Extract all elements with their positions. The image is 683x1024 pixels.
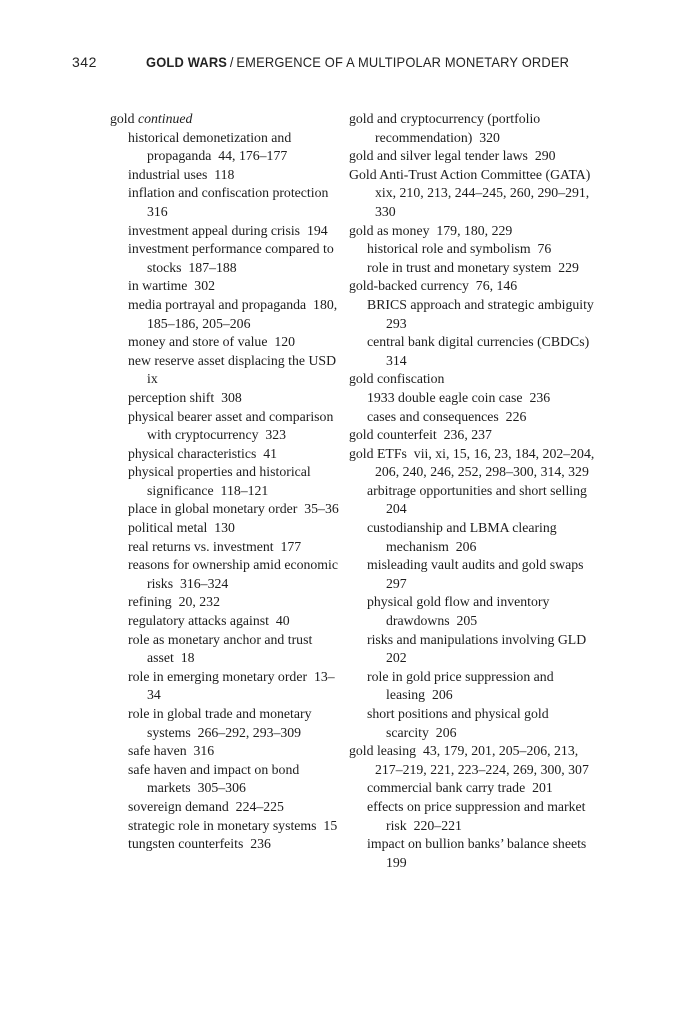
index-entry	[128, 612, 346, 631]
index-entry-term: cases and consequences	[367, 408, 499, 424]
index-entry-term: new reserve asset displacing the USD	[128, 352, 337, 368]
index-entry-term: inflation and confiscation protection	[128, 185, 329, 201]
index-entry-pages: 76	[530, 241, 552, 257]
index-entry	[367, 519, 601, 556]
index-entry	[349, 277, 601, 296]
index-entry-pages: 199	[386, 836, 594, 870]
index-entry-pages: 180, 185–186, 205–206	[147, 296, 338, 331]
index-entry-pages: 236, 237	[436, 427, 492, 443]
index-entry-term: gold counterfeit	[349, 427, 437, 443]
index-entry-term: role in trust and monetary system	[367, 259, 552, 275]
index-entry	[367, 259, 601, 278]
index-entry	[367, 631, 601, 668]
index-entry-term: short positions and physical gold scarcity	[367, 706, 549, 740]
index-entry	[367, 779, 601, 798]
index-entry-term: gold and silver legal tender laws	[349, 148, 528, 164]
index-entry-pages: 308	[214, 389, 242, 405]
index-entry	[128, 593, 346, 612]
index-entry-term: historical role and symbolism	[367, 241, 531, 257]
index-entry	[128, 166, 346, 185]
index-entry-pages: 205	[449, 613, 478, 629]
chapter-title: EMERGENCE OF A MULTIPOLAR MONETARY ORDER	[236, 54, 570, 70]
index-entry-term: misleading vault audits and gold swaps	[367, 557, 584, 573]
index-entry-pages: 15	[316, 817, 338, 833]
index-entry-pages: 76, 146	[468, 278, 518, 294]
index-entry	[367, 408, 601, 427]
index-entry	[128, 761, 346, 798]
index-entry	[128, 742, 346, 761]
index-entry	[367, 240, 601, 259]
index-entry-term: investment appeal during crisis	[128, 222, 301, 238]
index-entry-term: central bank digital currencies (CBDCs)	[367, 334, 590, 350]
index-entry-pages: 302	[187, 278, 215, 294]
index-entry-pages: 201	[525, 780, 553, 796]
index-entry	[110, 110, 346, 129]
index-entry	[128, 798, 346, 817]
index-entry	[367, 668, 601, 705]
index-entry-term: regulatory attacks against	[128, 613, 269, 629]
index-entry	[128, 296, 346, 333]
index-entry	[367, 705, 601, 742]
index-entry-term: physical gold flow and inventory drawdowns	[367, 594, 550, 629]
index-entry	[128, 408, 346, 445]
index-entry-pages: 18	[173, 650, 195, 666]
index-entry	[128, 500, 346, 519]
index-entry-pages: 20, 232	[171, 594, 220, 610]
index-entry-term: money and store of value	[128, 334, 268, 350]
index-entry	[349, 222, 601, 241]
index-entry-pages: xix, 210, 213, 244–245, 260, 290–291, 330	[375, 166, 598, 219]
index-entry-pages: 229	[551, 259, 579, 275]
index-entry-term: gold and cryptocurrency (portfolio recommendation)	[349, 111, 541, 145]
index-entry-term: media portrayal and propaganda	[128, 296, 307, 312]
index-entry-pages: 290	[527, 148, 556, 164]
index-entry-term: strategic role in monetary systems	[128, 817, 317, 833]
index-entry-term: 1933 double eagle coin case	[367, 389, 523, 405]
index-entry	[128, 463, 346, 500]
index-entry-term: impact on bullion banks’ balance sheets	[367, 836, 587, 852]
running-head-title	[146, 54, 569, 70]
index-entry-pages: 194	[300, 222, 328, 238]
index-entry-pages: 316–324	[173, 575, 229, 591]
page-number: 342	[72, 54, 97, 70]
index-entry-pages: 236	[243, 836, 271, 852]
index-entry-pages: 118	[207, 166, 235, 182]
index-entry-pages: 177	[273, 538, 302, 554]
index-entry	[128, 240, 346, 277]
title-separator: /	[229, 54, 234, 70]
index-entry-term: sovereign demand	[128, 798, 229, 814]
index-entry	[128, 222, 346, 241]
index-entry-term: effects on price suppression and market risk	[367, 798, 586, 833]
index-entry	[128, 835, 346, 854]
index-entry	[128, 129, 346, 166]
index-entry-term: reasons for ownership amid economic risks	[128, 557, 338, 591]
index-entry-term: gold ETFs	[349, 445, 407, 461]
index-entry-pages: 323	[258, 427, 287, 443]
index-entry	[367, 333, 601, 370]
index-entry	[367, 593, 601, 630]
index-entry	[349, 742, 601, 779]
index-entry	[128, 333, 346, 352]
index-entry-term: custodianship and LBMA clearing mechanism	[367, 520, 557, 554]
index-entry-pages: 179, 180, 229	[429, 222, 513, 238]
index-entry-term: industrial uses	[128, 166, 208, 182]
index-entry-term: investment performance compared to stocks	[128, 241, 334, 275]
index-entry-term: place in global monetary order	[128, 501, 298, 517]
index-entry-pages: 13–34	[147, 668, 335, 703]
index-entry	[128, 817, 346, 836]
index-entry	[349, 110, 601, 147]
index-entry-term: role in gold price suppression and leasing	[367, 668, 554, 703]
index-entry-term: risks and manipulations involving GLD	[367, 631, 587, 647]
index-entry-pages: 118–121	[213, 482, 269, 498]
index-entry-pages: 206	[425, 687, 453, 703]
index-entry-continued-label: continued	[134, 111, 193, 126]
index-entry-pages: 187–188	[181, 259, 237, 275]
index-entry-term: gold as money	[349, 222, 430, 238]
index-entry-term: role in emerging monetary order	[128, 668, 308, 684]
index-entry-pages: 316	[186, 743, 215, 759]
index-entry-pages: 206	[428, 724, 457, 740]
index-entry-term: in wartime	[128, 278, 188, 294]
index-entry-pages: 316	[147, 185, 336, 219]
index-entry-pages: 120	[267, 334, 296, 350]
index-column-left	[110, 110, 346, 854]
book-title: GOLD WARS	[146, 54, 228, 70]
index-entry-pages: 44, 176–177	[211, 148, 288, 164]
index-entry-term: physical properties and historical significance	[128, 464, 311, 498]
index-entry-pages: 35–36	[297, 501, 339, 517]
index-entry	[349, 445, 601, 482]
index-entry	[128, 352, 346, 389]
index-entry-term: safe haven and impact on bond markets	[128, 761, 300, 796]
index-entry	[367, 835, 601, 872]
index-entry-term: real returns vs. investment	[128, 538, 274, 554]
index-entry-pages: 130	[207, 520, 235, 536]
index-entry	[349, 166, 601, 222]
index-entry	[128, 445, 346, 464]
index-entry-pages: 293	[386, 296, 601, 331]
index-entry-pages: ix	[147, 352, 343, 387]
index-entry	[367, 296, 601, 333]
index-entry-term: physical characteristics	[128, 445, 257, 461]
index-entry-term: role as monetary anchor and trust asset	[128, 631, 313, 666]
index-entry-pages: 226	[498, 408, 527, 424]
index-column-right	[349, 110, 601, 872]
index-entry-pages: 206	[448, 538, 477, 554]
index-entry-pages: 297	[386, 557, 591, 591]
index-entry	[349, 426, 601, 445]
index-entry	[128, 519, 346, 538]
index-entry	[128, 538, 346, 557]
index-entry-pages: 202	[386, 631, 594, 666]
index-entry-pages: vii, xi, 15, 16, 23, 184, 202–204, 206, 240, 246, 252, 298–300, 314, 329	[375, 445, 595, 480]
index-entry-pages: 305–306	[190, 780, 246, 796]
index-entry	[128, 184, 346, 221]
index-entry-term: BRICS approach and strategic ambiguity	[367, 296, 594, 312]
index-entry-term: perception shift	[128, 389, 215, 405]
index-entry	[128, 668, 346, 705]
index-entry-pages: 40	[268, 613, 290, 629]
index-entry	[367, 798, 601, 835]
index-entry-term: gold	[110, 111, 135, 126]
index-entry	[349, 370, 601, 389]
index-entry-pages: 204	[386, 482, 594, 517]
index-entry	[367, 389, 601, 408]
index-entry-pages: 220–221	[406, 817, 462, 833]
index-entry	[128, 631, 346, 668]
index-entry	[128, 556, 346, 593]
index-entry	[128, 277, 346, 296]
index-entry-term: gold confiscation	[349, 371, 445, 387]
index-entry-term: commercial bank carry trade	[367, 780, 526, 796]
index-entry-term: historical demonetization and propaganda	[128, 129, 292, 164]
index-entry	[367, 556, 601, 593]
index-entry-term: political metal	[128, 520, 208, 536]
index-entry	[128, 705, 346, 742]
index-entry-term: Gold Anti-Trust Action Committee (GATA)	[349, 166, 591, 182]
index-entry-term: arbitrage opportunities and short selling	[367, 482, 587, 498]
index-entry	[367, 482, 601, 519]
index-entry-term: gold leasing	[349, 743, 417, 759]
index-entry-pages: 236	[522, 389, 551, 405]
index-entry-term: tungsten counterfeits	[128, 836, 244, 852]
index-entry-term: gold-backed currency	[349, 278, 469, 294]
index-entry-pages: 41	[256, 445, 278, 461]
index-entry-pages: 224–225	[228, 798, 284, 814]
index-entry-term: physical bearer asset and comparison with cryptocurrency	[128, 408, 334, 443]
index-entry-pages: 43, 179, 201, 205–206, 213, 217–219, 221, 223–224, 269, 300, 307	[375, 743, 589, 777]
running-head	[72, 54, 623, 70]
index-entry-pages: 314	[386, 334, 597, 368]
index-entry	[349, 147, 601, 166]
index-entry-pages: 266–292, 293–309	[190, 724, 302, 740]
index-entry-term: role in global trade and monetary systems	[128, 706, 312, 740]
index-entry-term: refining	[128, 594, 172, 610]
index-entry-pages: 320	[472, 129, 500, 145]
index-entry	[128, 389, 346, 408]
index-entry-term: safe haven	[128, 743, 187, 759]
